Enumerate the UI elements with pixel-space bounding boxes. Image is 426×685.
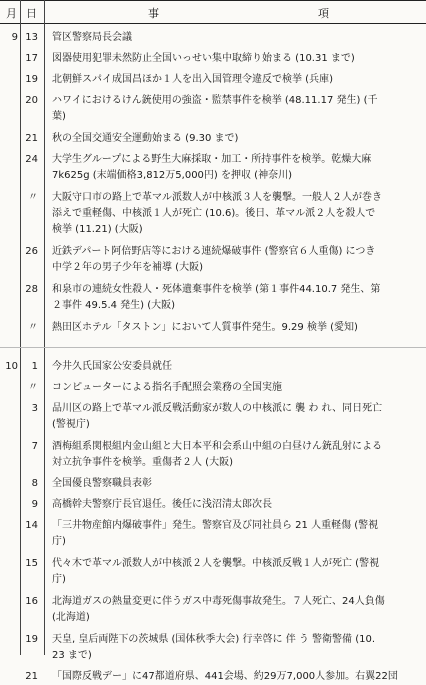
event-text-line: 熱田区ホテル「タストン」において人質事件発生。9.29 検挙 (愛知) [52, 321, 358, 333]
event-text [52, 518, 420, 550]
event-text-line: 大学生グループによる野生大麻採取・加工・所持事件を検挙。乾燥大麻 [52, 154, 372, 166]
event-text-line: 酒梅組系関根組内金山組と大日本平和会系山中組の白昼けん銃乱射による [52, 440, 382, 452]
event-text-line: 添えで重軽傷、中核派１人が死亡 (10.6)。後日、革マル派２人を殺人で [52, 207, 376, 219]
header-month: 月 [6, 7, 18, 20]
event-day: 〃 [28, 321, 38, 333]
event-text [52, 497, 420, 513]
event-text-line: 代々木で革マル派数人が中核派２人を襲撃。中核派反戦１人が死亡 (警視 [52, 558, 380, 570]
header-day: 日 [26, 7, 38, 20]
event-day: 9 [31, 499, 38, 511]
event-text-line: 全国優良警察職員表彰 [52, 478, 152, 490]
event-text-line: 近鉄デパート阿倍野店等における連続爆破事件 (警察官６人重傷) につき [52, 246, 376, 258]
event-day: 13 [25, 32, 38, 43]
event-text-line: 「三井物産館内爆破事件」発生。警察官及び同社員ら 21 人重軽傷 (警視 [52, 520, 379, 532]
event-text-line: 天皇, 皇后両陛下の茨城県 (国体秋季大会) 行幸啓に 伴 う 警衛警備 (10. [52, 633, 376, 645]
event-day: 〃 [28, 191, 38, 203]
column-divider [44, 0, 45, 655]
event-text [52, 51, 420, 67]
event-text [52, 72, 420, 88]
event-text [52, 359, 420, 375]
event-text-line: 秋の全国交通安全運動始まる (9.30 まで) [52, 133, 239, 144]
event-text-line: 7k625g (末端価格3,812万5,000円) を押収 (神奈川) [52, 170, 292, 182]
event-text [52, 669, 420, 685]
event-text [52, 594, 420, 626]
event-text-line: 北朝鮮スパイ成国昌ほか１人を出入国管理令違反で検挙 (兵庫) [52, 74, 333, 86]
event-day: 16 [25, 595, 38, 607]
event-month: 9 [11, 32, 18, 43]
event-text-line: 今井久氏国家公安委員就任 [52, 360, 172, 372]
event-text-line: 庁) [52, 536, 66, 548]
event-text [52, 282, 420, 314]
event-text [52, 632, 420, 664]
event-day: 7 [31, 440, 38, 452]
event-text [52, 556, 420, 588]
event-day: 17 [25, 53, 38, 65]
event-day: 19 [25, 74, 38, 86]
event-text [52, 93, 420, 125]
event-day: 15 [25, 558, 38, 570]
event-text-line: 品川区の路上で革マル派反戦活動家が数人の中核派に 襲 わ れ、同日死亡 [52, 402, 383, 414]
event-text [52, 476, 420, 492]
event-text-line: コンピューターによる指名手配照会業務の全国実施 [52, 381, 282, 393]
event-day: 21 [25, 671, 38, 683]
event-text [52, 401, 420, 433]
event-day: 3 [31, 402, 38, 414]
event-text [52, 190, 420, 238]
event-day: 26 [25, 246, 38, 258]
month-separator [0, 347, 426, 348]
event-text-line: 高橋幹夫警察庁長官退任。後任に浅沼清太郎次長 [52, 499, 272, 511]
event-day: 〃 [28, 381, 38, 393]
event-text [52, 131, 420, 147]
header-col-koto: 事 [148, 7, 160, 20]
event-month: 10 [5, 360, 18, 372]
event-text-line: ハワイにおけるけん銃使用の強盗・監禁事件を検挙 (48.11.17 発生) (千 [52, 95, 378, 107]
event-day: 24 [25, 154, 38, 166]
table-header [0, 0, 426, 24]
event-text-line: 「国際反戦デー」に47都道府県、441会場、約29万7,000人参加。右翼22団 [52, 671, 398, 683]
event-day: 8 [31, 478, 38, 490]
event-text [52, 244, 420, 276]
event-text [52, 439, 420, 471]
event-day: 1 [31, 360, 38, 372]
event-text-line: 図器使用犯罪未然防止全国いっせい集中取締り始まる (10.31 まで) [52, 53, 355, 65]
event-day: 19 [25, 633, 38, 645]
event-text-line: 対立抗争事件を検挙。重傷者２人 (大阪) [52, 456, 233, 468]
event-text [52, 152, 420, 184]
event-text-line: 大阪守口市の路上で革マル派数人が中核派３人を襲撃。一般人２人が巻き [52, 191, 382, 203]
event-text-line: ２事件 49.5.4 発生) (大阪) [52, 299, 176, 311]
event-day: 28 [25, 283, 38, 295]
event-day: 21 [25, 133, 38, 144]
event-text-line: 管区警察局長会議 [52, 32, 132, 43]
event-text-line: 中学２年の男子少年を補導 (大阪) [52, 262, 203, 274]
event-text-line: 23 まで) [52, 649, 92, 661]
event-day: 20 [25, 95, 38, 107]
event-day: 14 [25, 520, 38, 532]
header-col-ko: 項 [318, 7, 330, 20]
event-text-line: 北海道ガスの熱量変更に伴うガス中毒死傷事故発生。７人死亡、24人負傷 [52, 595, 385, 607]
event-text [52, 30, 420, 46]
event-text-line: (警視庁) [52, 418, 90, 430]
event-text [52, 320, 420, 336]
event-text-line: 和泉市の連続女性殺人・死体遺棄事件を検挙 (第１事件44.10.7 発生、第 [52, 283, 381, 295]
event-text-line: 検挙 (11.21) (大阪) [52, 223, 143, 235]
event-text-line: 葉) [52, 111, 66, 123]
event-text-line: (北海道) [52, 611, 90, 623]
event-text-line: 庁) [52, 574, 66, 586]
event-text [52, 380, 420, 396]
